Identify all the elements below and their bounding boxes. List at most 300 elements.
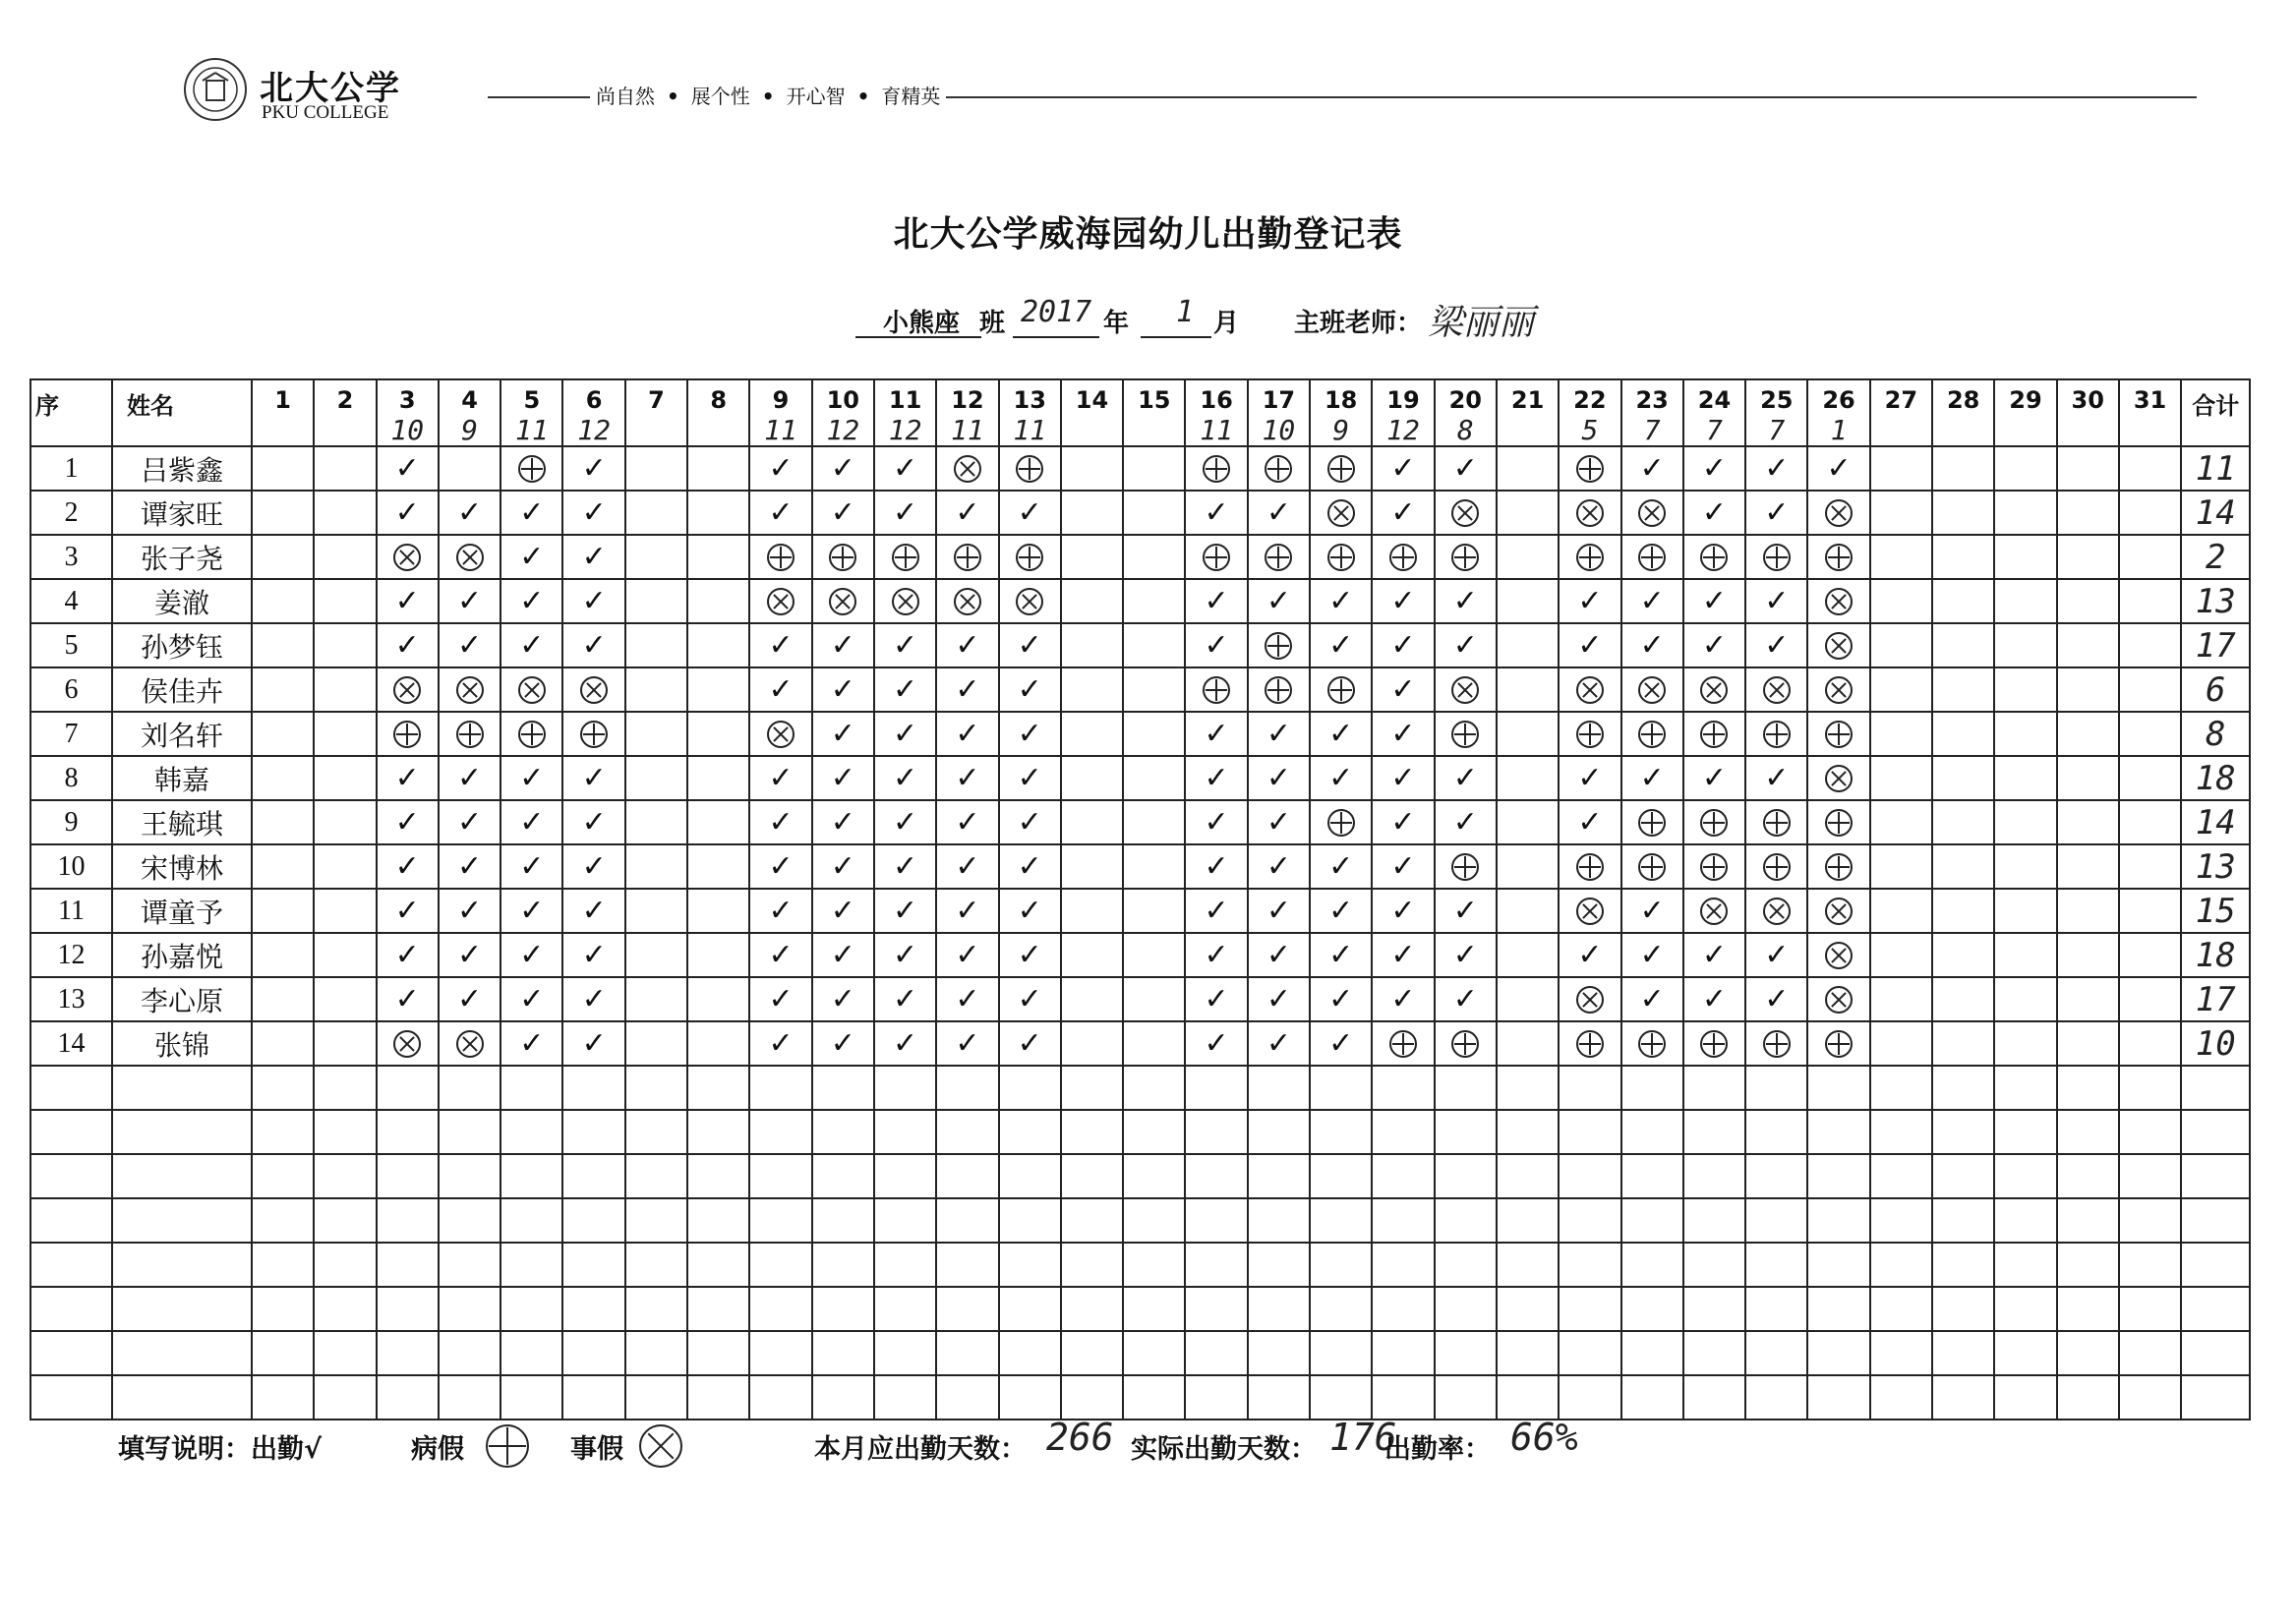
attendance-cell	[1870, 623, 1932, 667]
attendance-cell	[1745, 712, 1807, 756]
day-number: 30	[2071, 386, 2104, 414]
row-total: 14	[2181, 800, 2250, 844]
empty-cell	[1123, 1375, 1185, 1420]
attendance-cell	[252, 446, 314, 491]
present-check-icon: ✓	[874, 933, 936, 977]
present-check-icon: ✓	[1248, 800, 1310, 844]
empty-cell	[2057, 1331, 2119, 1375]
attendance-cell	[439, 1021, 500, 1066]
attendance-cell	[999, 446, 1061, 491]
present-check-icon: ✓	[999, 844, 1061, 889]
empty-cell	[1123, 1243, 1185, 1287]
attendance-cell	[1123, 756, 1185, 800]
attendance-cell	[1123, 844, 1185, 889]
attendance-cell	[1621, 667, 1683, 712]
attendance-cell	[687, 1021, 749, 1066]
table-row	[30, 756, 2250, 800]
present-check-icon: ✓	[1745, 491, 1807, 535]
attendance-cell	[1932, 800, 1994, 844]
header-row	[30, 379, 2250, 446]
empty-cell	[1683, 1287, 1745, 1331]
sick-leave-icon	[1265, 455, 1292, 483]
slogan-item: 开心智	[786, 85, 846, 108]
present-check-icon: ✓	[812, 889, 874, 933]
empty-cell	[1061, 1066, 1123, 1110]
empty-cell	[687, 1154, 749, 1198]
day-header	[314, 379, 376, 446]
day-header	[1932, 379, 1994, 446]
empty-cell	[30, 1375, 112, 1420]
present-check-icon: ✓	[1435, 623, 1497, 667]
empty-cell	[2181, 1287, 2250, 1331]
day-header	[1185, 379, 1247, 446]
present-check-icon: ✓	[936, 712, 998, 756]
present-check-icon: ✓	[812, 977, 874, 1021]
sick-leave-icon	[1327, 676, 1355, 704]
present-check-icon: ✓	[1807, 446, 1869, 491]
attendance-cell	[1559, 446, 1620, 491]
present-check-icon: ✓	[1435, 579, 1497, 623]
empty-cell	[1745, 1287, 1807, 1331]
empty-cell	[377, 1287, 439, 1331]
empty-cell	[1497, 1243, 1559, 1287]
empty-cell	[377, 1110, 439, 1154]
present-check-icon: ✓	[562, 623, 624, 667]
present-check-icon: ✓	[1745, 933, 1807, 977]
row-name: 韩嘉	[112, 756, 252, 800]
attendance-cell	[439, 712, 500, 756]
attendance-cell	[1745, 667, 1807, 712]
day-present-count: 10	[1262, 414, 1296, 446]
empty-cell	[625, 1243, 687, 1287]
seq-header: 序	[30, 379, 112, 446]
attendance-cell	[874, 579, 936, 623]
attendance-cell	[1435, 491, 1497, 535]
empty-cell	[1932, 1331, 1994, 1375]
attendance-cell	[1061, 579, 1123, 623]
day-header	[1745, 379, 1807, 446]
attendance-cell	[1994, 667, 2056, 712]
present-check-icon: ✓	[1559, 800, 1620, 844]
sick-leave-icon	[1825, 853, 1853, 881]
attendance-cell	[252, 800, 314, 844]
attendance-cell	[1123, 623, 1185, 667]
attendance-cell	[2119, 977, 2181, 1021]
empty-cell	[1559, 1243, 1620, 1287]
empty-cell	[314, 1243, 376, 1287]
attendance-cell	[1870, 667, 1932, 712]
empty-cell	[1745, 1066, 1807, 1110]
day-number: 16	[1200, 386, 1233, 414]
attendance-cell	[1559, 535, 1620, 579]
sick-leave-icon	[1327, 544, 1355, 571]
personal-leave-icon	[1825, 898, 1853, 925]
empty-cell	[1061, 1375, 1123, 1420]
present-check-icon: ✓	[936, 844, 998, 889]
attendance-cell	[1932, 491, 1994, 535]
present-check-icon: ✓	[812, 712, 874, 756]
empty-cell	[2181, 1375, 2250, 1420]
personal-leave-icon	[580, 676, 608, 704]
empty-cell	[252, 1287, 314, 1331]
empty-cell	[1994, 1287, 2056, 1331]
empty-cell	[874, 1066, 936, 1110]
day-header	[439, 379, 500, 446]
empty-cell	[1870, 1154, 1932, 1198]
empty-cell	[1248, 1331, 1310, 1375]
day-number: 23	[1635, 386, 1669, 414]
present-check-icon: ✓	[1435, 756, 1497, 800]
attendance-cell	[1559, 491, 1620, 535]
empty-cell	[1870, 1110, 1932, 1154]
empty-cell	[749, 1243, 811, 1287]
attendance-cell	[562, 712, 624, 756]
year-value: 2017	[1021, 295, 1092, 329]
empty-cell	[1248, 1375, 1310, 1420]
table-row	[30, 491, 2250, 535]
attendance-cell	[314, 623, 376, 667]
empty-cell	[1497, 1287, 1559, 1331]
present-check-icon: ✓	[1745, 977, 1807, 1021]
present-check-icon: ✓	[812, 623, 874, 667]
present-check-icon: ✓	[749, 446, 811, 491]
empty-row	[30, 1198, 2250, 1243]
empty-cell	[2181, 1243, 2250, 1287]
empty-cell	[1559, 1154, 1620, 1198]
empty-cell	[2119, 1066, 2181, 1110]
attendance-cell	[1061, 1021, 1123, 1066]
present-check-icon: ✓	[812, 491, 874, 535]
attendance-cell	[687, 977, 749, 1021]
personal-leave-icon	[1825, 942, 1853, 969]
attendance-cell	[1061, 446, 1123, 491]
day-number: 27	[1884, 386, 1918, 414]
attendance-cell	[1621, 712, 1683, 756]
empty-cell	[687, 1066, 749, 1110]
empty-cell	[1870, 1331, 1932, 1375]
empty-cell	[936, 1154, 998, 1198]
empty-cell	[1559, 1110, 1620, 1154]
empty-cell	[874, 1287, 936, 1331]
present-check-icon: ✓	[999, 491, 1061, 535]
empty-cell	[936, 1375, 998, 1420]
logo	[183, 57, 439, 136]
empty-cell	[439, 1198, 500, 1243]
table-row	[30, 977, 2250, 1021]
day-header	[812, 379, 874, 446]
attendance-cell	[1185, 535, 1247, 579]
empty-cell	[1559, 1198, 1620, 1243]
day-present-count: 8	[1456, 414, 1474, 446]
attendance-cell	[2057, 800, 2119, 844]
empty-cell	[1185, 1287, 1247, 1331]
empty-cell	[562, 1154, 624, 1198]
present-check-icon: ✓	[439, 579, 500, 623]
personal-leave-icon	[1576, 986, 1604, 1014]
attendance-cell	[625, 491, 687, 535]
present-check-icon: ✓	[874, 844, 936, 889]
attendance-cell	[2119, 667, 2181, 712]
attendance-cell	[314, 579, 376, 623]
present-check-icon: ✓	[749, 667, 811, 712]
month-underline	[1141, 336, 1211, 338]
sick-leave-icon	[1576, 544, 1604, 571]
row-total: 17	[2181, 623, 2250, 667]
attendance-cell	[625, 800, 687, 844]
attendance-cell	[1497, 756, 1559, 800]
day-present-count: 11	[1200, 414, 1233, 446]
attendance-cell	[1435, 712, 1497, 756]
present-check-icon: ✓	[999, 933, 1061, 977]
personal-leave-icon	[1451, 676, 1479, 704]
empty-cell	[252, 1375, 314, 1420]
day-number: 18	[1324, 386, 1358, 414]
attendance-cell	[1870, 535, 1932, 579]
attendance-body	[30, 446, 2250, 1420]
attendance-cell	[1310, 446, 1372, 491]
attendance-cell	[1123, 712, 1185, 756]
present-check-icon: ✓	[874, 756, 936, 800]
day-header	[874, 379, 936, 446]
attendance-cell	[687, 579, 749, 623]
present-check-icon: ✓	[999, 623, 1061, 667]
day-number: 26	[1822, 386, 1855, 414]
present-check-icon: ✓	[1310, 844, 1372, 889]
empty-cell	[1559, 1331, 1620, 1375]
empty-cell	[1870, 1287, 1932, 1331]
table-row	[30, 889, 2250, 933]
empty-cell	[1497, 1375, 1559, 1420]
attendance-cell	[2119, 756, 2181, 800]
empty-cell	[314, 1375, 376, 1420]
sick-leave-icon	[1763, 853, 1791, 881]
empty-cell	[314, 1198, 376, 1243]
attendance-cell	[1435, 667, 1497, 712]
attendance-cell	[687, 712, 749, 756]
attendance-cell	[1807, 933, 1869, 977]
attendance-cell	[1870, 756, 1932, 800]
present-check-icon: ✓	[1310, 889, 1372, 933]
empty-cell	[1683, 1243, 1745, 1287]
attendance-cell	[1683, 800, 1745, 844]
present-check-icon: ✓	[1185, 977, 1247, 1021]
present-check-icon: ✓	[1372, 712, 1434, 756]
day-header	[1310, 379, 1372, 446]
day-number: 21	[1510, 386, 1545, 414]
present-check-icon: ✓	[377, 756, 439, 800]
empty-cell	[1185, 1066, 1247, 1110]
empty-cell	[1372, 1110, 1434, 1154]
attendance-cell	[1435, 1021, 1497, 1066]
empty-cell	[1745, 1375, 1807, 1420]
attendance-cell	[749, 712, 811, 756]
day-present-count: 9	[1332, 414, 1350, 446]
sick-leave-icon	[1451, 544, 1479, 571]
empty-cell	[112, 1066, 252, 1110]
attendance-cell	[625, 623, 687, 667]
present-check-icon: ✓	[1683, 491, 1745, 535]
attendance-cell	[1870, 579, 1932, 623]
present-check-icon: ✓	[936, 756, 998, 800]
empty-cell	[687, 1243, 749, 1287]
row-seq: 8	[30, 756, 112, 800]
empty-cell	[1185, 1375, 1247, 1420]
attendance-cell	[1994, 844, 2056, 889]
attendance-cell	[1559, 844, 1620, 889]
present-check-icon: ✓	[500, 491, 562, 535]
empty-cell	[2057, 1066, 2119, 1110]
empty-cell	[749, 1154, 811, 1198]
empty-cell	[1248, 1287, 1310, 1331]
attendance-cell	[687, 535, 749, 579]
empty-cell	[1807, 1331, 1869, 1375]
attendance-cell	[687, 800, 749, 844]
empty-cell	[314, 1066, 376, 1110]
empty-cell	[500, 1375, 562, 1420]
attendance-cell	[1683, 712, 1745, 756]
row-seq: 10	[30, 844, 112, 889]
sick-leave-icon	[1265, 544, 1292, 571]
row-total: 6	[2181, 667, 2250, 712]
attendance-cell	[1994, 889, 2056, 933]
empty-cell	[1870, 1066, 1932, 1110]
empty-cell	[314, 1110, 376, 1154]
attendance-cell	[1683, 535, 1745, 579]
empty-cell	[439, 1287, 500, 1331]
sick-leave-icon	[1451, 721, 1479, 748]
empty-cell	[687, 1375, 749, 1420]
personal-leave-icon	[1825, 588, 1853, 615]
row-total: 15	[2181, 889, 2250, 933]
present-check-icon: ✓	[1559, 933, 1620, 977]
attendance-cell	[2057, 446, 2119, 491]
attendance-cell	[2057, 712, 2119, 756]
personal-leave-icon	[456, 1030, 484, 1058]
attendance-table	[29, 378, 2251, 1420]
present-check-icon: ✓	[874, 800, 936, 844]
attendance-cell	[687, 844, 749, 889]
row-seq: 6	[30, 667, 112, 712]
day-header	[1123, 379, 1185, 446]
day-number: 4	[461, 386, 478, 414]
day-header	[749, 379, 811, 446]
empty-cell	[1435, 1066, 1497, 1110]
sick-leave-icon	[1763, 544, 1791, 571]
present-check-icon: ✓	[999, 977, 1061, 1021]
day-number: 22	[1573, 386, 1607, 414]
attendance-cell	[2119, 1021, 2181, 1066]
empty-cell	[562, 1243, 624, 1287]
empty-cell	[1621, 1243, 1683, 1287]
attendance-cell	[314, 535, 376, 579]
attendance-cell	[1123, 535, 1185, 579]
empty-cell	[2057, 1198, 2119, 1243]
day-number: 8	[710, 386, 728, 414]
attendance-cell	[1497, 579, 1559, 623]
empty-cell	[1310, 1198, 1372, 1243]
attendance-cell	[1497, 491, 1559, 535]
empty-cell	[500, 1331, 562, 1375]
attendance-cell	[999, 579, 1061, 623]
attendance-cell	[2057, 1021, 2119, 1066]
present-check-icon: ✓	[377, 933, 439, 977]
attendance-cell	[1621, 844, 1683, 889]
attendance-cell	[1123, 579, 1185, 623]
present-check-icon: ✓	[1185, 579, 1247, 623]
attendance-cell	[1807, 623, 1869, 667]
present-check-icon: ✓	[1683, 933, 1745, 977]
present-check-icon: ✓	[1435, 933, 1497, 977]
attendance-cell	[749, 579, 811, 623]
present-check-icon: ✓	[1310, 756, 1372, 800]
table-row	[30, 667, 2250, 712]
empty-cell	[1061, 1154, 1123, 1198]
empty-cell	[377, 1243, 439, 1287]
empty-cell	[625, 1110, 687, 1154]
empty-cell	[1435, 1331, 1497, 1375]
present-check-icon: ✓	[936, 889, 998, 933]
attendance-cell	[1994, 800, 2056, 844]
attendance-cell	[314, 446, 376, 491]
attendance-cell	[1559, 712, 1620, 756]
attendance-cell	[314, 844, 376, 889]
attendance-cell	[1061, 535, 1123, 579]
sick-leave-icon	[1016, 544, 1043, 571]
empty-cell	[1621, 1154, 1683, 1198]
empty-cell	[314, 1331, 376, 1375]
row-total: 8	[2181, 712, 2250, 756]
empty-row	[30, 1110, 2250, 1154]
attendance-cell	[1807, 1021, 1869, 1066]
empty-cell	[1621, 1287, 1683, 1331]
day-number: 11	[888, 386, 922, 414]
empty-cell	[1497, 1066, 1559, 1110]
personal-leave-icon	[954, 455, 981, 483]
attendance-cell	[1497, 712, 1559, 756]
empty-cell	[30, 1066, 112, 1110]
personal-leave-icon	[767, 588, 795, 615]
attendance-cell	[1497, 446, 1559, 491]
empty-cell	[2057, 1154, 2119, 1198]
attendance-cell	[687, 667, 749, 712]
attendance-cell	[1497, 977, 1559, 1021]
row-seq: 13	[30, 977, 112, 1021]
attendance-cell	[439, 667, 500, 712]
day-number: 3	[398, 386, 416, 414]
attendance-cell	[2119, 579, 2181, 623]
empty-cell	[2119, 1110, 2181, 1154]
empty-cell	[999, 1331, 1061, 1375]
present-check-icon: ✓	[1372, 933, 1434, 977]
attendance-cell	[1870, 491, 1932, 535]
attendance-cell	[749, 535, 811, 579]
empty-cell	[2181, 1066, 2250, 1110]
personal-leave-icon	[518, 676, 546, 704]
sick-leave-icon	[1451, 1030, 1479, 1058]
empty-cell	[1932, 1243, 1994, 1287]
present-check-icon: ✓	[874, 977, 936, 1021]
attendance-cell	[562, 667, 624, 712]
attendance-cell	[1497, 844, 1559, 889]
empty-cell	[812, 1154, 874, 1198]
month-value: 1	[1176, 295, 1195, 329]
personal-leave-icon	[1638, 676, 1666, 704]
empty-cell	[812, 1198, 874, 1243]
attendance-cell	[1123, 491, 1185, 535]
empty-cell	[377, 1331, 439, 1375]
empty-cell	[30, 1243, 112, 1287]
attendance-cell	[874, 535, 936, 579]
